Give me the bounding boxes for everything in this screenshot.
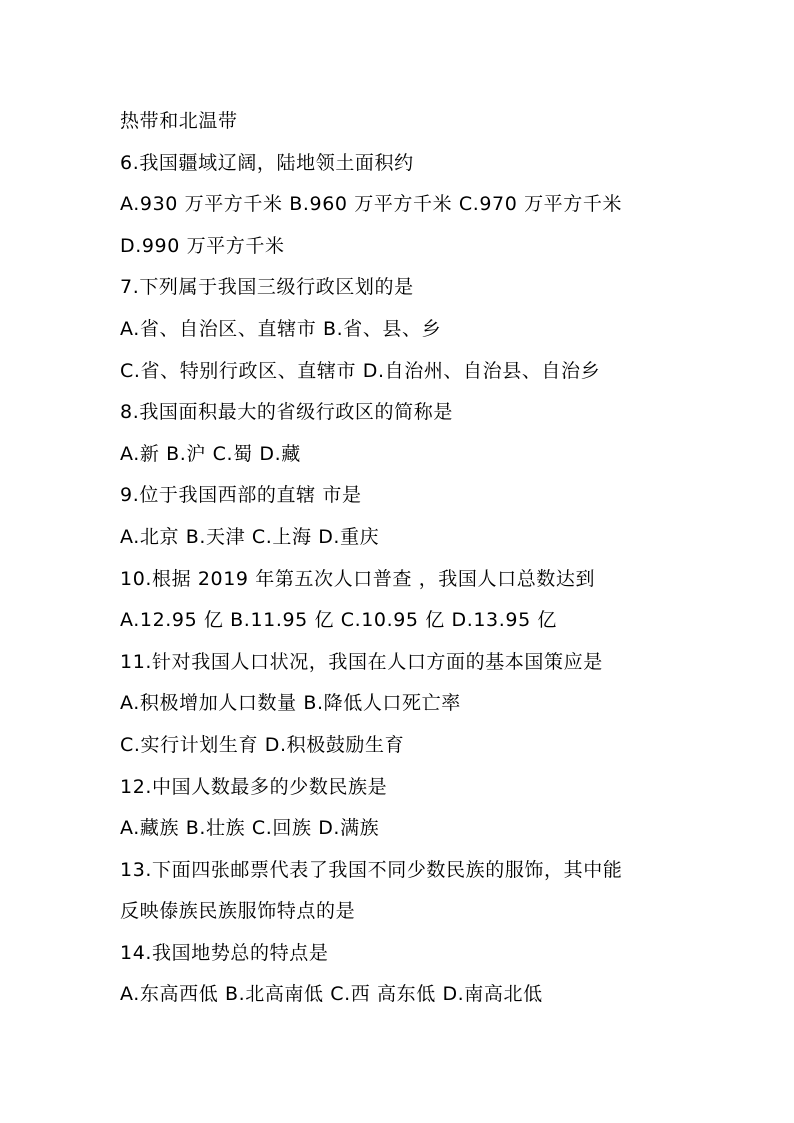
question-10-options: A.12.95 亿 B.11.95 亿 C.10.95 亿 D.13.95 亿 — [120, 609, 558, 632]
text-line: 热带和北温带 — [120, 110, 238, 132]
question-9-options: A.北京 B.天津 C.上海 D.重庆 — [120, 525, 380, 548]
question-10: 10.根据 2019 年第五次人口普查 ，我国人口总数达到 — [120, 567, 596, 590]
question-11-options: A.积极增加人口数量 B.降低人口死亡率 — [120, 692, 461, 715]
question-11-options-cont: C.实行计划生育 D.积极鼓励生育 — [120, 733, 405, 756]
question-6-options-cont: D.990 万平方千米 — [120, 234, 285, 257]
question-12: 12.中国人数最多的少数民族是 — [120, 775, 388, 798]
question-13: 13.下面四张邮票代表了我国不同少数民族的服饰，其中能 — [120, 858, 623, 881]
question-14-options: A.东高西低 B.北高南低 C.西 高东低 D.南高北低 — [120, 983, 543, 1006]
question-8: 8.我国面积最大的省级行政区的简称是 — [120, 401, 453, 424]
question-12-options: A.藏族 B.壮族 C.回族 D.满族 — [120, 817, 380, 840]
question-7-options-cont: C.省、特别行政区、直辖市 D.自治州、自治县、自治乡 — [120, 359, 601, 382]
question-11: 11.针对我国人口状况，我国在人口方面的基本国策应是 — [120, 650, 603, 673]
question-9: 9.位于我国西部的直辖 市是 — [120, 484, 362, 507]
question-7-options: A.省、自治区、直辖市 B.省、县、乡 — [120, 317, 442, 340]
question-7: 7.下列属于我国三级行政区划的是 — [120, 276, 414, 299]
question-8-options: A.新 B.沪 C.蜀 D.藏 — [120, 442, 301, 465]
question-13-cont: 反映傣族民族服饰特点的是 — [120, 900, 356, 923]
text-body — [120, 101, 760, 1016]
question-14: 14.我国地势总的特点是 — [120, 941, 329, 964]
question-6-options: A.930 万平方千米 B.960 万平方千米 C.970 万平方千米 — [120, 193, 623, 216]
question-6: 6.我国疆域辽阔，陆地领土面积约 — [120, 151, 414, 174]
